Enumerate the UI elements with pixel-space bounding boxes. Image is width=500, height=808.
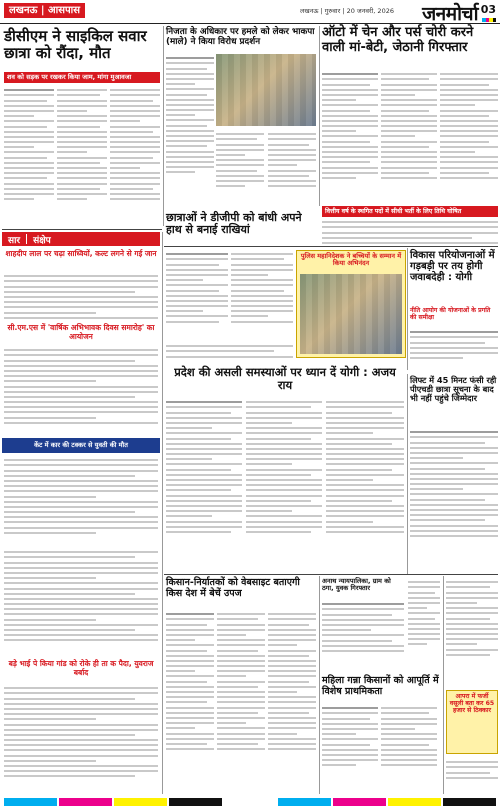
farmers-headline: किसान-निर्यातकों को वेबसाइट बताएगी किस देश में बेचें उपज [166,577,300,599]
lead-left-body-3 [110,86,160,228]
masthead [0,0,500,24]
right-bottom-body [408,578,440,674]
brief-body-1 [4,272,158,322]
main-middle-headline: छात्राओं ने डीजीपी को बांधी अपने हाथ से बनाई राखियां [166,211,302,237]
column-divider [319,26,320,206]
divider [164,574,498,575]
right-bottom-body-3 [446,758,498,792]
farmers-body-2 [217,610,265,792]
farmers-body-3 [268,610,316,792]
lead-middle-body-3 [268,130,316,204]
dev-project-headline: विकास परियोजनाओं में गड़बड़ी पर तय होगी जवाबदेही : योगी [410,250,495,284]
main-middle-body-2 [231,250,293,340]
section-tag: लखनऊ | आसपास [4,3,85,18]
color-registration-icon [482,18,496,22]
problems-body-2 [246,398,322,570]
lift-headline: लिफ्ट में 45 मिनट फंसी रही पीएचडी छात्रा सूचना के बाद भी नहीं पहुंचे जिम्मेदार [410,375,497,404]
lead-middle-body [166,54,214,204]
women-farmers-body [322,704,378,792]
dev-project-body [410,328,498,372]
page-number: 03 [480,3,496,16]
column-divider [162,232,163,794]
kanji-fair-headline: आपरा में फर्जी वसूली बता कर 65 हजार से ठिक्कार [449,693,495,714]
nyay-headline: अनाथ न्यायपालिका, ग्राम को ठगा, युवक गिरफ्तार [322,577,391,593]
women-farmers-body-2 [381,704,437,792]
lead-right-body-3 [440,70,498,204]
dgp-photo [300,274,402,354]
lead-middle-body-2 [216,130,264,204]
dev-project-subhead: नीति आयोग की योजनाओं के प्रगति की समीक्षा [410,307,491,321]
brief-body-5 [4,684,158,792]
right-bottom-body-2 [446,578,498,686]
problems-body-3 [326,398,404,570]
lead-left-body [4,86,54,228]
divider [2,229,162,230]
main-middle-body-3 [166,342,293,362]
lift-body [410,428,498,570]
color-calibration-strip [0,796,500,808]
women-farmers-headline: महिला गन्ना किसानों को आपूर्ति में विशेष प्राथमिकता [322,675,439,697]
dateline: लखनऊ | गुरुवार | 20 जनवरी, 2026 [300,7,394,15]
dgp-caption-headline: पुलिस महानिदेशक ने बच्चियों के सम्मान में किया अभिनंदन [300,252,402,268]
brief-body-4 [4,548,158,656]
problems-body [166,398,242,570]
lead-right-headline: ऑटो में चेन और पर्स चोरी करने वाली मां-बेटी, जेठानी गिरफ्तार [322,25,474,55]
divider [164,246,498,247]
brief-headline-4: बड़े भाई पे किया गांड को रोके ही ता क पैदा, युवराज बर्बाद [8,659,154,677]
brief-headline-3: केंट में कार की टक्कर से युवती की मौत [2,438,160,453]
column-divider [443,576,444,794]
column-divider [407,374,408,574]
problems-headline: प्रदेश की असली समस्याओं पर ध्यान दें योगी : अजय राय [174,365,396,392]
recruitment-notice-headline: वित्तीय वर्ष के स्थगित पदों में सीधी भर्ती के लिए तिथि घोषित [322,206,498,217]
newspaper-logo: जनमोर्चा [422,3,478,25]
lead-right-body-2 [381,70,437,204]
column-divider [319,576,320,794]
nyay-body [322,600,404,672]
briefs-bar [2,232,160,246]
briefs-label-right: संक्षेप [33,235,51,246]
briefs-label-left: सार [8,235,21,246]
protest-photo [216,54,316,126]
lead-right-body [322,70,378,204]
lead-middle-headline: निजता के अधिकार पर हमले को लेकर भाकपा (माले) ने किया विरोध प्रदर्शन [166,27,315,47]
column-divider [163,26,164,226]
column-divider [407,248,408,370]
lead-left-body-2 [57,86,107,228]
brief-headline-1: शाहदीप लाल पर चढ़ा साध्वियों, कल्ट लगने से गई जान [5,249,157,258]
farmers-body [166,610,214,792]
lead-left-headline: डीसीएम ने साइकिल सवार छात्रा को रौंदा, मौत [4,27,147,62]
main-middle-body [166,250,228,340]
recruitment-notice-body [322,218,498,244]
lead-left-subhead: शव को सड़क पर रखकर किया जाम, मांगा मुआवजा [4,72,160,83]
brief-headline-2: सी.एम.एस में 'वार्षिक अभिभावक दिवस समारोह' का आयोजन [7,323,155,341]
brief-body-2 [4,346,158,434]
brief-body-3 [4,456,158,546]
